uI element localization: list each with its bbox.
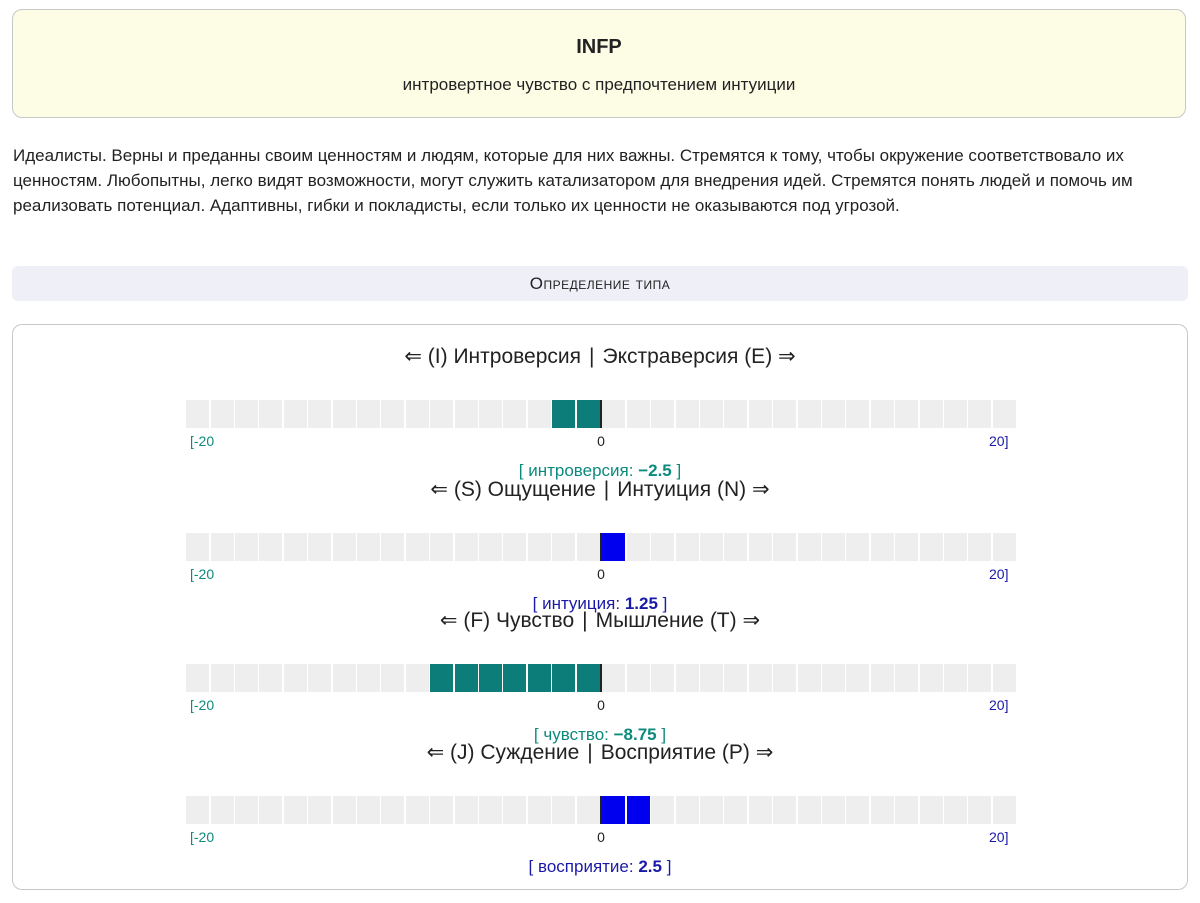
scale-cell: [455, 400, 478, 428]
scale-cell: [308, 664, 331, 692]
scale-cell: [406, 400, 429, 428]
scale-cell: [968, 796, 991, 824]
pole-separator: |: [582, 609, 588, 632]
result-value: −2.5: [638, 461, 672, 480]
scale-right-pole: Экстраверсия (E) ⇒: [602, 345, 796, 368]
scale-cell: [846, 664, 869, 692]
scale-cell: [357, 796, 380, 824]
scale-cell: [211, 400, 234, 428]
scale-title: [13, 608, 1187, 634]
axis-max-label: 20]: [989, 566, 1009, 582]
scale-cell: [627, 400, 650, 428]
axis-zero-label: 0: [597, 566, 605, 582]
result-close: ]: [671, 461, 682, 480]
axis-max-label: 20]: [989, 829, 1009, 845]
scale-cell: [455, 533, 478, 561]
scale-cell: [455, 664, 478, 692]
zero-marker: [600, 664, 602, 692]
scale-cell: [406, 664, 429, 692]
scale-cell: [822, 400, 845, 428]
scale-cell: [479, 664, 502, 692]
pole-separator: |: [603, 478, 610, 501]
scale-sn: [13, 477, 1187, 613]
scale-ie: [13, 344, 1187, 480]
scale-cell: [602, 533, 625, 561]
result-value: 2.5: [638, 857, 662, 876]
scale-cell: [503, 796, 526, 824]
scale-cell: [944, 400, 967, 428]
scale-cell: [284, 796, 307, 824]
scale-cell: [700, 664, 723, 692]
axis-zero-label: 0: [597, 697, 605, 713]
scale-cell: [357, 533, 380, 561]
scale-cell: [944, 664, 967, 692]
scale-cell: [333, 664, 356, 692]
scale-cell: [186, 664, 209, 692]
section-heading: Определение типа: [12, 266, 1188, 301]
scale-cell: [479, 533, 502, 561]
scale-cell: [503, 664, 526, 692]
scale-cell: [773, 400, 796, 428]
scales-card: [12, 324, 1188, 890]
scale-cell: [430, 664, 453, 692]
result-close: ]: [657, 594, 668, 613]
scale-cell: [284, 400, 307, 428]
scale-cell: [211, 796, 234, 824]
scale-cell: [552, 664, 575, 692]
scale-title: [13, 477, 1187, 503]
scale-cell: [700, 533, 723, 561]
scale-cell: [455, 796, 478, 824]
axis-max-label: 20]: [989, 433, 1009, 449]
scale-cell: [357, 664, 380, 692]
scale-cell: [846, 400, 869, 428]
scale-cell: [333, 400, 356, 428]
scale-right-pole: Мышление (T) ⇒: [595, 609, 761, 632]
scale-cell: [308, 400, 331, 428]
scale-cell: [552, 796, 575, 824]
scale-cell: [993, 533, 1016, 561]
scale-bar: [189, 400, 1013, 428]
scale-cell: [871, 796, 894, 824]
scale-cell: [700, 400, 723, 428]
scale-cell: [651, 796, 674, 824]
scale-cell: [479, 400, 502, 428]
scale-left-pole: ⇐ (F) Чувство: [439, 609, 575, 632]
scale-cell: [577, 664, 600, 692]
scale-cell: [822, 664, 845, 692]
scale-cell: [381, 400, 404, 428]
scale-cell: [259, 533, 282, 561]
scale-cell: [773, 533, 796, 561]
scale-cell: [798, 400, 821, 428]
scale-left-pole: ⇐ (J) Суждение: [426, 741, 580, 764]
axis-zero-label: 0: [597, 433, 605, 449]
scale-cell: [552, 400, 575, 428]
scale-cell: [871, 533, 894, 561]
scale-cell: [968, 533, 991, 561]
scale-cell: [749, 796, 772, 824]
scale-bar: [189, 664, 1013, 692]
result-close: ]: [656, 725, 667, 744]
scale-cell: [308, 796, 331, 824]
scale-title: [13, 740, 1187, 766]
scale-cell: [749, 533, 772, 561]
scale-cell: [968, 400, 991, 428]
scale-cell: [822, 796, 845, 824]
scale-cell: [993, 664, 1016, 692]
scale-cell: [895, 400, 918, 428]
zero-marker: [600, 400, 602, 428]
scale-cell: [724, 533, 747, 561]
axis-min-label: [-20: [190, 697, 215, 713]
type-code: INFP: [576, 36, 622, 58]
scale-cell: [284, 533, 307, 561]
scale-jp: [13, 740, 1187, 876]
scale-cell: [798, 796, 821, 824]
scale-cell: [749, 664, 772, 692]
scale-cell: [773, 664, 796, 692]
axis-min-label: [-20: [190, 829, 215, 845]
scale-cell: [308, 533, 331, 561]
scale-cell: [381, 664, 404, 692]
scale-cell: [381, 533, 404, 561]
scale-right-pole: Восприятие (P) ⇒: [600, 741, 774, 764]
scale-cell: [944, 533, 967, 561]
scale-cell: [724, 400, 747, 428]
scale-bar: [189, 533, 1013, 561]
scale-cell: [577, 400, 600, 428]
scale-cell: [749, 400, 772, 428]
scale-cell: [357, 400, 380, 428]
scale-cell: [235, 796, 258, 824]
scale-cell: [627, 796, 650, 824]
scale-cell: [503, 533, 526, 561]
scale-cell: [552, 533, 575, 561]
scale-cell: [479, 796, 502, 824]
zero-marker: [600, 796, 602, 824]
result-name: [ интроверсия:: [518, 461, 639, 480]
pole-separator: |: [587, 741, 593, 764]
scale-cell: [676, 533, 699, 561]
scale-cell: [235, 664, 258, 692]
scale-cell: [528, 664, 551, 692]
scale-cell: [406, 796, 429, 824]
scale-cell: [503, 400, 526, 428]
scale-cell: [259, 796, 282, 824]
scale-cell: [577, 796, 600, 824]
result-name: [ восприятие:: [528, 857, 639, 876]
scale-cell: [651, 400, 674, 428]
axis-min-label: [-20: [190, 566, 215, 582]
axis-max-label: 20]: [989, 697, 1009, 713]
scale-cell: [968, 664, 991, 692]
scale-ft: [13, 608, 1187, 744]
scale-left-pole: ⇐ (I) Интроверсия: [404, 345, 582, 368]
scale-cell: [724, 796, 747, 824]
scale-cell: [430, 533, 453, 561]
scale-cell: [920, 796, 943, 824]
scale-cell: [577, 533, 600, 561]
type-subtitle: интровертное чувство с предпочтением интуиции: [402, 75, 796, 94]
scale-cell: [798, 533, 821, 561]
axis-min-label: [-20: [190, 433, 215, 449]
scale-cell: [235, 400, 258, 428]
scale-cell: [602, 400, 625, 428]
scale-cell: [186, 400, 209, 428]
scale-cell: [627, 533, 650, 561]
type-header-card: [12, 9, 1186, 118]
zero-marker: [600, 533, 602, 561]
scale-right-pole: Интуиция (N) ⇒: [617, 478, 770, 501]
scale-cell: [773, 796, 796, 824]
type-description: Идеалисты. Верны и преданны своим ценностям и людям, которые для них важны. Стремятся к тому, чтобы окружение соответствовало их ценностям. Любопытны, легко видят возможности, могут служить катализатором для внедрения идей. Стремятся понять людей и помочь им реализовать потенциал. Адаптивны, гибки и покладисты, если только их ценности не оказываются под угрозой.: [13, 146, 1133, 215]
scale-cell: [895, 533, 918, 561]
scale-cell: [211, 533, 234, 561]
scale-cell: [381, 796, 404, 824]
scale-cell: [651, 664, 674, 692]
scale-cell: [430, 796, 453, 824]
scale-cell: [259, 664, 282, 692]
scale-cell: [651, 533, 674, 561]
scale-cell: [895, 796, 918, 824]
scale-cell: [920, 400, 943, 428]
scale-cell: [822, 533, 845, 561]
scale-cell: [602, 664, 625, 692]
scale-cell: [944, 796, 967, 824]
scale-cell: [846, 796, 869, 824]
scale-cell: [528, 796, 551, 824]
result-value: 1.25: [624, 594, 658, 613]
scale-cell: [259, 400, 282, 428]
scale-cell: [871, 664, 894, 692]
scale-title: [13, 344, 1187, 370]
scale-cell: [284, 664, 307, 692]
scale-cell: [333, 533, 356, 561]
scale-cell: [186, 533, 209, 561]
scale-cell: [333, 796, 356, 824]
pole-separator: |: [589, 345, 595, 368]
scale-left-pole: ⇐ (S) Ощущение: [430, 478, 596, 501]
result-name: [ интуиция:: [532, 594, 625, 613]
scale-cell: [186, 796, 209, 824]
scale-cell: [676, 664, 699, 692]
scale-cell: [700, 796, 723, 824]
scale-cell: [920, 533, 943, 561]
scale-cell: [846, 533, 869, 561]
scale-cell: [895, 664, 918, 692]
scale-cell: [676, 796, 699, 824]
result-close: ]: [661, 857, 672, 876]
scale-cell: [528, 400, 551, 428]
scale-cell: [993, 796, 1016, 824]
scale-cell: [627, 664, 650, 692]
scale-cell: [406, 533, 429, 561]
scale-result: [13, 857, 1187, 877]
scale-cell: [920, 664, 943, 692]
result-value: −8.75: [613, 725, 657, 744]
result-name: [ чувство:: [533, 725, 614, 744]
scale-cell: [235, 533, 258, 561]
scale-cell: [211, 664, 234, 692]
scale-cell: [528, 533, 551, 561]
scale-cell: [430, 400, 453, 428]
scale-cell: [993, 400, 1016, 428]
axis-zero-label: 0: [597, 829, 605, 845]
scale-cell: [724, 664, 747, 692]
scale-cell: [798, 664, 821, 692]
scale-bar: [189, 796, 1013, 824]
scale-cell: [676, 400, 699, 428]
scale-cell: [602, 796, 625, 824]
scale-cell: [871, 400, 894, 428]
